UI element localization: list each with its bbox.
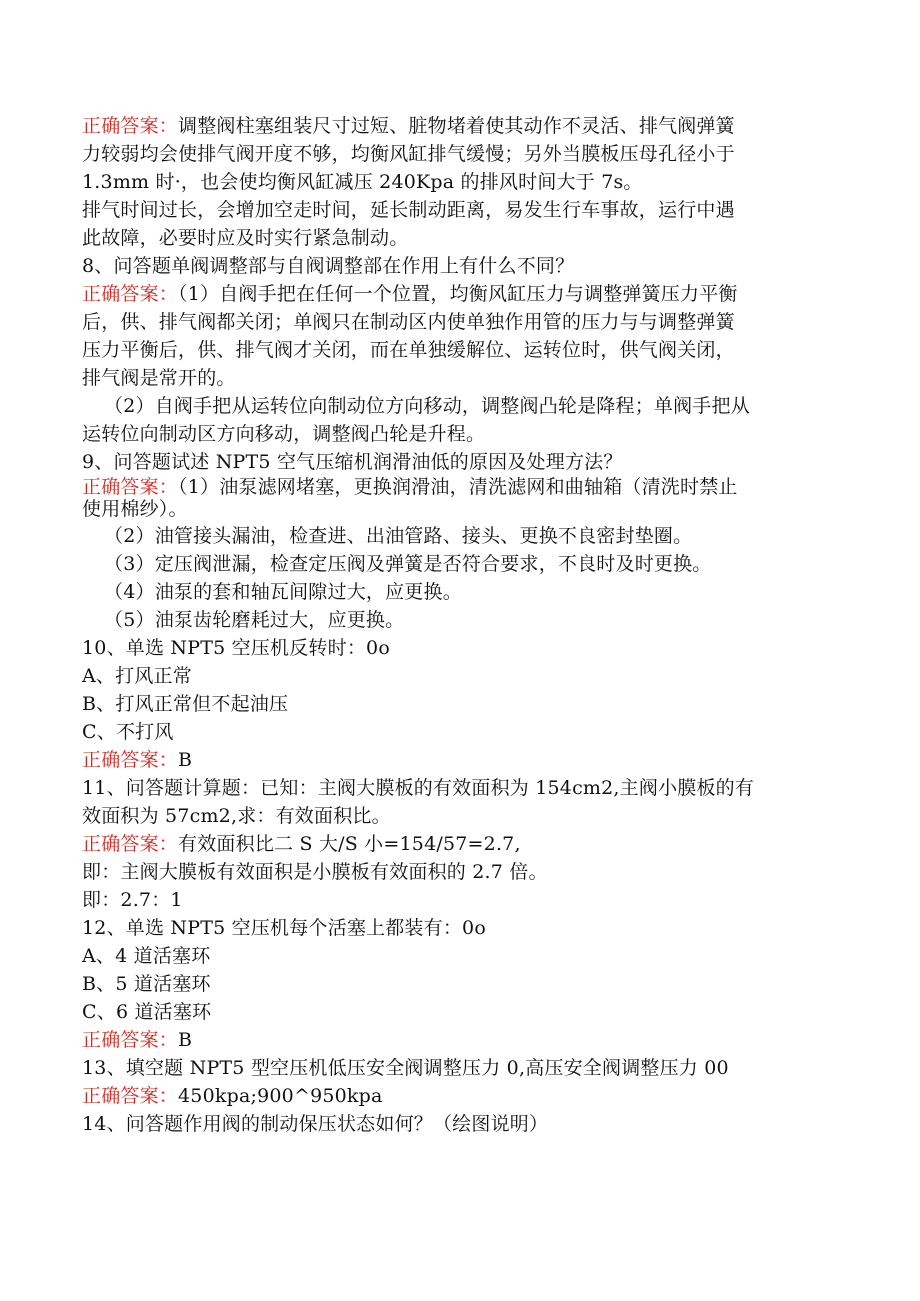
document-body (82, 112, 842, 1138)
text-line: （3）定压阀泄漏，检查定压阀及弹簧是否符合要求，不良时及时更换。 (104, 553, 712, 575)
text-line: 力较弱均会使排气阀开度不够，均衡风缸排气缓慢；另外当膜板压母孔径小于 (82, 143, 735, 165)
text-line: 即：主阀大膜板有效面积是小膜板有效面积的 2.7 倍。 (82, 861, 548, 883)
line-text: 450kpa;900^950kpa (178, 1085, 383, 1107)
answer-label: 正确答案： (82, 749, 179, 771)
text-line: 1.3mm 时·，也会使均衡风缸减压 240Kpa 的排风时间大于 7s。 (82, 171, 643, 193)
text-line (82, 1082, 842, 1110)
text-line (82, 746, 842, 774)
text-line: （5）油泵齿轮磨耗过大，应更换。 (104, 609, 405, 631)
option-c: C、6 道活塞环 (82, 1001, 212, 1023)
text-line: 排气时间过长，会增加空走时间，延长制动距离，易发生行车事故，运行中遇 (82, 199, 735, 221)
text-line (82, 1026, 842, 1054)
text-line: 运转位向制动区方向移动，调整阀凸轮是升程。 (82, 423, 486, 445)
question-13: 13、填空题 NPT5 型空压机低压安全阀调整压力 0,高压安全阀调整压力 00 (82, 1057, 729, 1079)
line-text: B (178, 1029, 193, 1051)
line-text: B (178, 749, 193, 771)
line-text: 有效面积比二 S 大/S 小=154/57=2.7, (178, 833, 521, 855)
text-line: 效面积为 57cm2,求：有效面积比。 (82, 805, 391, 827)
question-10: 10、单选 NPT5 空压机反转时：0o (82, 637, 390, 659)
text-line: 压力平衡后，供、排气阀才关闭，而在单独缓解位、运转位时，供气阀关闭， (82, 339, 735, 361)
text-line (82, 280, 842, 308)
option-a: A、打风正常 (82, 665, 192, 687)
question-8: 8、问答题单阀调整部与自阀调整部在作用上有什么不同？ (82, 255, 575, 277)
text-line (82, 830, 842, 858)
text-line: 后，供、排气阀都关闭；单阀只在制动区内使单独作用管的压力与与调整弹簧 (82, 311, 735, 333)
line-text: （1）油泵滤网堵塞，更换润滑油，清洗滤网和曲轴箱（清洗时禁止 (178, 476, 738, 498)
text-line: （2）油管接头漏油，检查进、出油管路、接头、更换不良密封垫圈。 (104, 525, 693, 547)
text-line: 使用棉纱）。 (82, 498, 188, 520)
answer-label: 正确答案： (82, 115, 179, 137)
text-line: 即：2.7：1 (82, 889, 183, 911)
text-line: （2）自阀手把从运转位向制动位方向移动，调整阀凸轮是降程；单阀手把从 (104, 395, 750, 417)
option-c: C、不打风 (82, 721, 174, 743)
text-line (82, 476, 842, 498)
answer-label: 正确答案： (82, 283, 179, 305)
line-text: 调整阀柱塞组装尺寸过短、脏物堵着使其动作不灵活、排气阀弹簧 (178, 115, 735, 137)
text-line (82, 112, 842, 140)
text-line: 排气阀是常开的。 (82, 367, 236, 389)
line-text: （1）自阀手把在任何一个位置，均衡风缸压力与调整弹簧压力平衡 (178, 283, 738, 305)
question-14: 14、问答题作用阀的制动保压状态如何？（绘图说明） (82, 1113, 549, 1135)
answer-label: 正确答案： (82, 1029, 179, 1051)
option-a: A、4 道活塞环 (82, 945, 211, 967)
text-line: （4）油泵的套和轴瓦间隙过大，应更换。 (104, 581, 462, 603)
question-9: 9、问答题试述 NPT5 空气压缩机润滑油低的原因及处理方法？ (82, 451, 623, 473)
answer-label: 正确答案： (82, 476, 179, 498)
option-b: B、5 道活塞环 (82, 973, 211, 995)
answer-label: 正确答案： (82, 833, 179, 855)
answer-label: 正确答案： (82, 1085, 179, 1107)
question-11: 11、问答题计算题：已知：主阀大膜板的有效面积为 154cm2,主阀小膜板的有 (82, 777, 755, 799)
question-12: 12、单选 NPT5 空压机每个活塞上都装有：0o (82, 917, 486, 939)
text-line: 此故障，必要时应及时实行紧急制动。 (82, 227, 409, 249)
option-b: B、打风正常但不起油压 (82, 693, 289, 715)
